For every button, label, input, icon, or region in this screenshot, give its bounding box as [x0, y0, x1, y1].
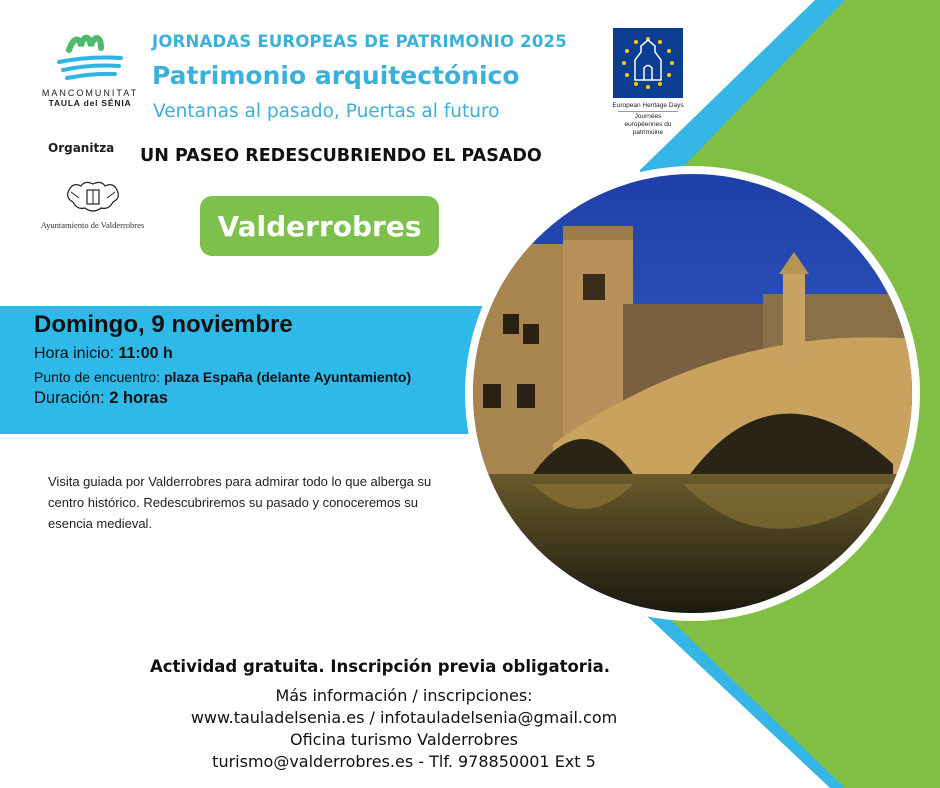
more-info-label: Más información / inscripciones:	[275, 686, 533, 705]
free-activity-notice: Actividad gratuita. Inscripción previa obligatoria.	[149, 657, 611, 676]
ehd-label-fr: Journées européennes du patrimoine	[618, 111, 678, 137]
event-date: Domingo, 9 noviembre	[34, 311, 293, 338]
web-and-email: www.tauladelsenia.es / infotauladelsenia@gmail.com	[190, 708, 618, 727]
mancomunitat-name-line1: MANCOMUNITAT	[41, 88, 139, 98]
theme-title: Patrimonio arquitectónico	[152, 61, 520, 90]
photo-frame	[465, 166, 920, 621]
ehd-label-en: European Heritage Days	[612, 102, 684, 109]
activity-title: UN PASEO REDESCUBRIENDO EL PASADO	[140, 146, 542, 166]
mancomunitat-logo	[40, 28, 140, 108]
location-badge: Valderrobres	[200, 196, 439, 256]
start-time-label: Hora inicio:	[34, 345, 119, 362]
european-heritage-days-logo-icon	[613, 28, 683, 98]
mancomunitat-logo-icon	[55, 28, 125, 86]
mancomunitat-name-line2: TAULA del SÉNIA	[48, 98, 132, 108]
slogan: Ventanas al pasado, Puertas al futuro	[153, 101, 500, 122]
start-time	[34, 345, 173, 363]
event-title: JORNADAS EUROPEAS DE PATRIMONIO 2025	[152, 32, 567, 51]
ayuntamiento-name: Ayuntamiento de Valderrobres	[40, 220, 145, 230]
meeting-point-label: Punto de encuentro:	[34, 369, 164, 385]
contact-line: turismo@valderrobres.es - Tlf. 978850001 Ext 5	[212, 752, 596, 771]
meeting-point-value: plaza España (delante Ayuntamiento)	[164, 369, 412, 385]
duration-label: Duración:	[34, 389, 110, 407]
ayuntamiento-crest-icon	[63, 180, 123, 214]
valderrobres-bridge-photo	[473, 174, 912, 613]
tourism-office: Oficina turismo Valderrobres	[289, 730, 518, 749]
description: Visita guiada por Valderrobres para admirar todo lo que alberga su centro histórico. Redescubriremos su pasado y conoceremos su esencia medieval.	[48, 474, 432, 531]
duration	[34, 389, 168, 408]
organiza-label: Organitza	[48, 141, 115, 155]
ayuntamiento-logo	[30, 180, 155, 230]
meeting-point	[34, 369, 411, 385]
start-time-value: 11:00 h	[118, 345, 173, 362]
duration-value: 2 horas	[109, 389, 168, 407]
european-heritage-days-logo	[600, 28, 696, 137]
